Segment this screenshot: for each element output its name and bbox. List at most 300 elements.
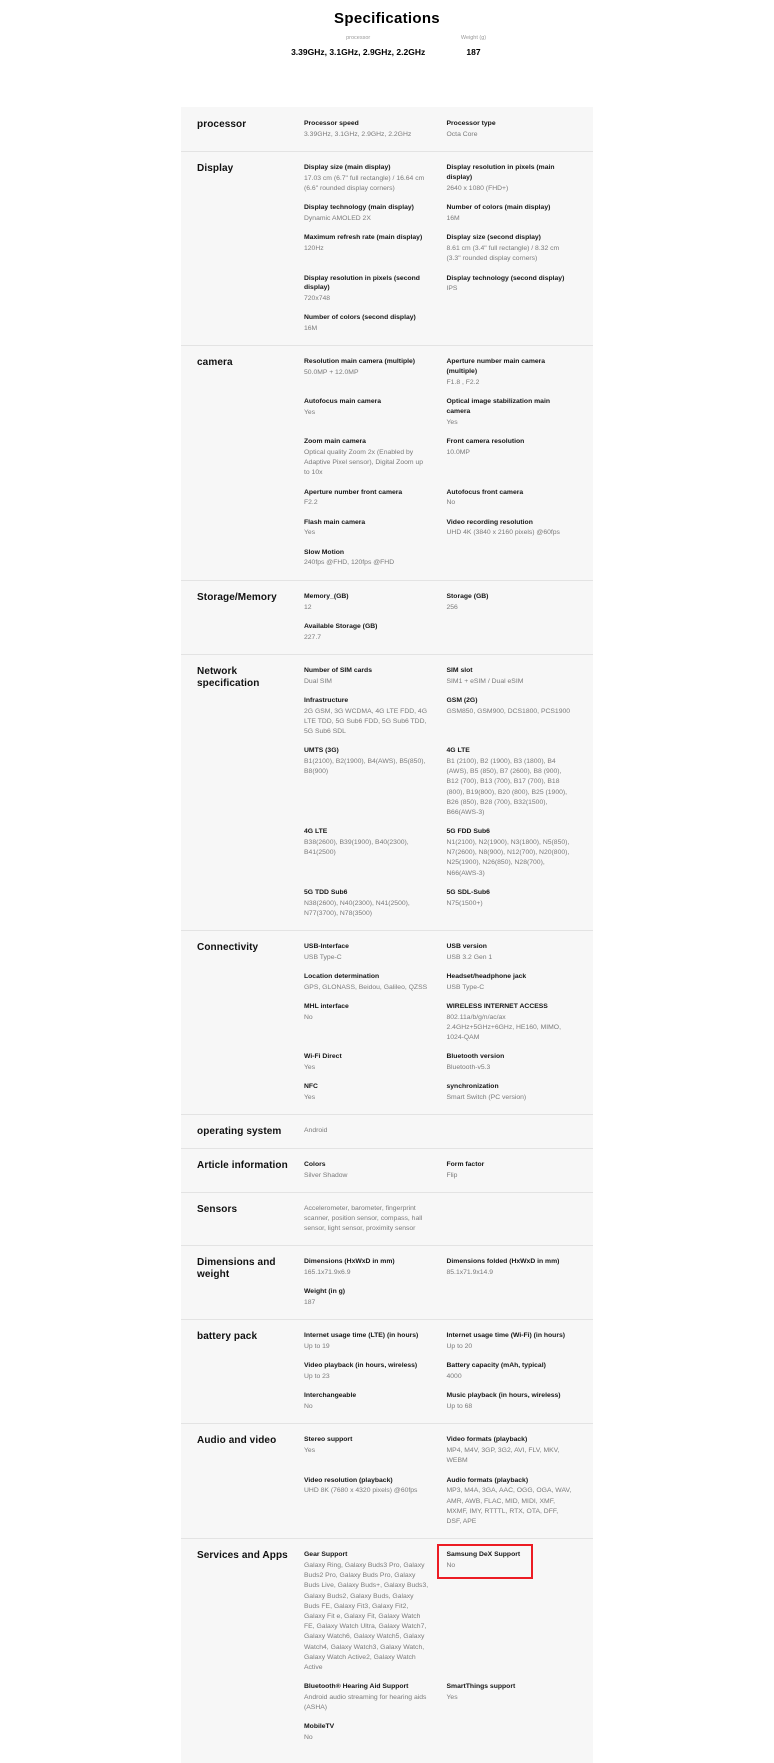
spec-row — [304, 972, 577, 1002]
spec-value: Accelerometer, barometer, fingerprint scanner, position sensor, compass, hall sensor, light sensor, proximity sensor — [304, 1204, 423, 1233]
spec-label: SmartThings support — [446, 1683, 516, 1691]
spec-row — [304, 1435, 577, 1475]
spec-row — [304, 1682, 577, 1722]
spec-value: Yes — [304, 1447, 316, 1455]
section-rows — [304, 1550, 577, 1752]
spec-label: UMTS (3G) — [304, 747, 339, 755]
spec-label: Display size (main display) — [304, 164, 391, 172]
spec-value: 17.03 cm (6.7" full rectangle) / 16.64 cm (6.6" rounded display corners) — [304, 174, 425, 193]
spec-row — [304, 357, 577, 397]
spec-label: Display resolution in pixels (main display) — [446, 164, 555, 181]
spec-cell — [447, 274, 578, 314]
spec-section-dimensions-and-weight — [181, 1246, 593, 1320]
spec-value: 2640 x 1080 (FHD+) — [446, 184, 509, 192]
section-rows — [304, 1160, 577, 1190]
section-heading: Audio and video — [197, 1435, 277, 1447]
spec-value: No — [446, 499, 456, 507]
spec-label: Infrastructure — [304, 696, 349, 704]
spec-value: UHD 4K (3840 x 2160 pixels) @60fps — [446, 529, 560, 537]
spec-value: 802.11a/b/g/n/ac/ax 2.4GHz+5GHz+6GHz, HE160, MIMO, 1024-QAM — [446, 1013, 561, 1042]
spec-item — [304, 1476, 435, 1497]
spec-item — [447, 1476, 578, 1528]
summary-label: processor — [346, 35, 371, 41]
spec-row — [304, 1052, 577, 1082]
spec-cell — [304, 1052, 435, 1082]
summary-value: 187 — [466, 47, 481, 57]
spec-item — [447, 163, 578, 194]
spec-label: 4G LTE — [304, 828, 328, 836]
summary-value: 3.39GHz, 3.1GHz, 2.9GHz, 2.2GHz — [291, 47, 426, 57]
spec-label: Headset/headphone jack — [446, 972, 527, 980]
spec-label: Dimensions folded (HxWxD in mm) — [446, 1258, 560, 1266]
spec-cell — [447, 1204, 578, 1244]
spec-item — [447, 1257, 578, 1278]
spec-row — [304, 163, 577, 203]
spec-label: Weight (in g) — [304, 1288, 346, 1296]
spec-section-camera — [181, 346, 593, 580]
spec-label: synchronization — [446, 1083, 499, 1091]
spec-cell — [304, 1160, 435, 1190]
spec-cell — [304, 1331, 435, 1361]
spec-label: Display technology (main display) — [304, 204, 414, 212]
spec-item — [304, 1331, 435, 1352]
spec-label: Aperture number front camera — [304, 488, 403, 496]
spec-value: N1(2100), N2(1900), N3(1800), N5(850), N7(2600), N8(900), N12(700), N20(800), N25(1900), N26(850), N28(700), N66(AWS-3) — [446, 838, 570, 877]
spec-cell — [304, 1082, 435, 1112]
spec-row — [304, 1722, 577, 1752]
spec-cell — [447, 1682, 578, 1722]
spec-item — [304, 1722, 435, 1743]
spec-value: 16M — [304, 325, 318, 333]
section-rows — [304, 1257, 577, 1317]
spec-item — [304, 1361, 435, 1382]
spec-item — [447, 1082, 578, 1103]
spec-row — [304, 1361, 577, 1391]
spec-label: Gear Support — [304, 1551, 348, 1559]
spec-label: USB version — [446, 942, 487, 950]
spec-label: Audio formats (playback) — [446, 1476, 529, 1484]
spec-cell — [447, 1082, 578, 1112]
spec-cell — [447, 1160, 578, 1190]
spec-row — [304, 119, 577, 149]
spec-item — [447, 888, 578, 909]
spec-row — [304, 313, 577, 343]
spec-cell — [304, 233, 435, 273]
spec-item — [304, 1257, 435, 1278]
spec-item — [447, 746, 578, 818]
spec-table — [181, 107, 593, 1763]
spec-cell — [447, 397, 578, 437]
spec-label: 5G TDD Sub6 — [304, 888, 348, 896]
spec-label: Processor type — [446, 120, 496, 127]
spec-section-network-specification — [181, 655, 593, 931]
spec-item — [447, 1361, 578, 1382]
spec-row — [304, 1476, 577, 1537]
spec-row — [304, 233, 577, 273]
spec-value: Dual SIM — [304, 677, 332, 685]
spec-row — [304, 203, 577, 233]
spec-item — [447, 1682, 578, 1703]
spec-row — [304, 1550, 577, 1682]
spec-cell — [304, 397, 435, 437]
spec-value: Android audio streaming for hearing aids (ASHA) — [304, 1693, 427, 1712]
summary-label: Weight (g) — [460, 35, 487, 41]
spec-section-display — [181, 152, 593, 346]
spec-row — [304, 746, 577, 827]
spec-cell — [447, 1002, 578, 1052]
spec-item — [447, 518, 578, 539]
section-heading: battery pack — [197, 1331, 258, 1343]
spec-value: Yes — [446, 1693, 458, 1701]
spec-section-battery-pack — [181, 1320, 593, 1424]
spec-item — [447, 666, 578, 687]
spec-value: 85.1x71.9x14.9 — [446, 1269, 493, 1277]
spec-cell — [304, 313, 435, 343]
spec-item — [304, 666, 435, 687]
spec-item — [304, 746, 435, 777]
spec-item — [447, 942, 578, 963]
spec-value: 256 — [446, 603, 458, 611]
spec-cell — [304, 1257, 435, 1287]
spec-value: 240fps @FHD, 120fps @FHD — [304, 559, 395, 567]
spec-label: Available Storage (GB) — [304, 622, 378, 630]
spec-cell — [447, 313, 578, 343]
spec-cell — [447, 119, 578, 149]
spec-value: 187 — [304, 1299, 316, 1307]
spec-label: Stereo support — [304, 1436, 353, 1444]
section-heading: Dimensions and weight — [197, 1257, 276, 1281]
spec-cell — [447, 1476, 578, 1537]
spec-item — [447, 1391, 578, 1412]
spec-cell — [447, 746, 578, 827]
spec-item — [447, 203, 578, 224]
spec-value: GPS, GLONASS, Beidou, Galileo, QZSS — [304, 983, 428, 991]
spec-cell — [447, 163, 578, 203]
spec-cell — [304, 1287, 435, 1317]
spec-label: USB-Interface — [304, 942, 349, 950]
spec-row — [304, 942, 577, 972]
spec-value: 8.61 cm (3.4" full rectangle) / 8.32 cm (3.3" rounded display corners) — [446, 245, 560, 263]
spec-item — [304, 592, 435, 613]
spec-row — [304, 397, 577, 437]
spec-cell — [447, 827, 578, 888]
spec-value: UHD 8K (7680 x 4320 pixels) @60fps — [304, 1487, 418, 1495]
spec-cell — [447, 622, 578, 652]
spec-cell — [304, 1204, 435, 1244]
spec-label: 5G FDD Sub6 — [446, 828, 490, 836]
spec-item — [304, 696, 435, 737]
spec-label: Samsung DeX Support — [446, 1551, 521, 1559]
spec-value: 3.39GHz, 3.1GHz, 2.9GHz, 2.2GHz — [304, 130, 412, 138]
spec-label: Display resolution in pixels (second display) — [304, 274, 420, 292]
spec-item — [304, 488, 435, 509]
section-rows — [304, 1435, 577, 1536]
spec-value: No — [304, 1734, 313, 1742]
spec-value: IPS — [446, 285, 458, 293]
spec-label: Number of colors (main display) — [446, 204, 551, 212]
spec-cell — [447, 666, 578, 696]
spec-cell — [304, 1126, 435, 1145]
spec-item — [304, 163, 435, 194]
spec-item — [447, 437, 578, 458]
spec-value: 120Hz — [304, 245, 324, 253]
spec-item — [304, 1204, 435, 1235]
spec-item — [304, 1126, 435, 1136]
spec-value: No — [304, 1403, 313, 1411]
section-rows — [304, 1331, 577, 1421]
spec-value: No — [304, 1013, 313, 1021]
spec-item — [447, 233, 578, 264]
page-title: Specifications — [334, 10, 440, 27]
spec-label: Video formats (playback) — [446, 1436, 528, 1444]
spec-label: MHL interface — [304, 1003, 349, 1010]
spec-label: Display size (second display) — [446, 234, 541, 242]
spec-item — [304, 972, 435, 993]
spec-cell — [304, 518, 435, 548]
section-rows — [304, 1126, 577, 1145]
spec-row — [304, 274, 577, 314]
section-heading: Storage/Memory — [197, 591, 277, 603]
spec-cell — [447, 548, 578, 578]
spec-item — [304, 357, 435, 378]
spec-label: Colors — [304, 1160, 326, 1168]
spec-row — [304, 1002, 577, 1052]
spec-item — [304, 233, 435, 254]
spec-label: Video resolution (playback) — [304, 1476, 393, 1484]
spec-cell — [447, 1287, 578, 1317]
spec-cell — [447, 888, 578, 928]
spec-row — [304, 1204, 577, 1244]
spec-item — [447, 1002, 578, 1043]
spec-item — [304, 518, 435, 539]
spec-cell — [304, 1361, 435, 1391]
spec-row — [304, 488, 577, 518]
spec-label: Slow Motion — [304, 548, 345, 556]
highlight-box — [437, 1544, 533, 1579]
spec-value: 50.0MP + 12.0MP — [304, 369, 359, 377]
spec-label: NFC — [304, 1083, 318, 1091]
spec-value: Yes — [304, 409, 316, 417]
section-heading: Sensors — [197, 1203, 238, 1215]
spec-value: 227.7 — [304, 633, 322, 641]
section-heading: Article information — [197, 1159, 288, 1171]
section-rows — [304, 357, 577, 577]
spec-cell — [447, 233, 578, 273]
spec-label: Bluetooth version — [446, 1053, 505, 1061]
spec-cell — [447, 696, 578, 746]
spec-value: Android — [304, 1127, 328, 1135]
spec-item — [447, 1160, 578, 1181]
spec-value: USB Type-C — [446, 983, 485, 991]
spec-label: 5G SDL-Sub6 — [446, 888, 490, 896]
spec-value: USB 3.2 Gen 1 — [446, 953, 493, 961]
spec-label: Wi-Fi Direct — [304, 1053, 342, 1061]
spec-item — [304, 1287, 435, 1308]
spec-row — [304, 1287, 577, 1317]
section-heading: operating system — [197, 1126, 282, 1138]
spec-label: Music playback (in hours, wireless) — [446, 1392, 561, 1400]
spec-row — [304, 827, 577, 888]
spec-cell — [304, 746, 435, 827]
spec-row — [304, 666, 577, 696]
spec-value: Silver Shadow — [304, 1171, 348, 1179]
spec-label: Number of colors (second display) — [304, 314, 416, 322]
spec-item — [304, 1391, 435, 1412]
spec-cell — [304, 488, 435, 518]
spec-item — [304, 1550, 435, 1673]
spec-item — [304, 548, 435, 569]
section-heading: Display — [197, 163, 234, 175]
spec-cell — [304, 622, 435, 652]
spec-item — [304, 888, 435, 919]
spec-cell — [447, 1361, 578, 1391]
spec-label: Interchangeable — [304, 1392, 357, 1400]
spec-label: Autofocus main camera — [304, 398, 382, 406]
spec-value: Galaxy Ring, Galaxy Buds3 Pro, Galaxy Buds2 Pro, Galaxy Buds Pro, Galaxy Buds Live, Galaxy Buds+, Galaxy Buds3, Galaxy Buds2, Galaxy Buds, Galaxy Buds FE, Galaxy Fit3, Galaxy Fit2, Galaxy Fit e, Galaxy Fit, Galaxy Watch FE, Galaxy Watch Ultra, Galaxy Watch7, Galaxy Watch6, Galaxy Watch5, Galaxy Watch4, Galaxy Watch3, Galaxy Watch, Galaxy Watch Active2, Galaxy Watch Active — [304, 1562, 429, 1671]
summary-strip — [181, 35, 593, 91]
spec-label: Video recording resolution — [446, 518, 533, 526]
spec-row — [304, 1160, 577, 1190]
spec-label: Bluetooth® Hearing Aid Support — [304, 1683, 409, 1691]
spec-item — [304, 1435, 435, 1456]
spec-cell — [447, 1391, 578, 1421]
spec-row — [304, 518, 577, 548]
spec-value: N38(2600), N40(2300), N41(2500), N77(3700), N78(3500) — [304, 899, 410, 917]
spec-cell — [304, 119, 435, 149]
spec-value: No — [446, 1562, 456, 1570]
spec-row — [304, 622, 577, 652]
spec-label: Form factor — [446, 1160, 485, 1168]
spec-label: Dimensions (HxWxD in mm) — [304, 1258, 395, 1266]
spec-cell — [304, 592, 435, 622]
spec-label: Zoom main camera — [304, 438, 366, 446]
section-rows — [304, 119, 577, 149]
spec-value: Bluetooth-v5.3 — [446, 1064, 491, 1072]
spec-label: Processor speed — [304, 120, 359, 127]
spec-value: Dynamic AMOLED 2X — [304, 215, 371, 223]
spec-item — [447, 1435, 578, 1466]
spec-value: GSM850, GSM900, DCS1800, PCS1900 — [446, 707, 571, 715]
spec-cell — [447, 972, 578, 1002]
spec-row — [304, 592, 577, 622]
spec-item — [447, 1052, 578, 1073]
spec-cell — [304, 357, 435, 397]
spec-cell — [447, 592, 578, 622]
spec-cell — [304, 1391, 435, 1421]
spec-item — [447, 696, 578, 717]
spec-value: F1.8 , F2.2 — [446, 379, 480, 387]
spec-value: Yes — [304, 529, 316, 537]
spec-value: B1 (2100), B2 (1900), B3 (1800), B4 (AWS), B5 (850), B7 (2600), B8 (900), B12 (700), B13 (700), B17 (700), B18 (800), B19(800), B20 (800), B25 (1900), B26 (850), B28 (700), B32(1500), B66(AWS-3) — [446, 758, 568, 816]
spec-label: Internet usage time (Wi-Fi) (in hours) — [446, 1332, 566, 1340]
spec-item — [304, 1160, 435, 1181]
spec-value: Up to 20 — [446, 1343, 473, 1351]
spec-item — [304, 397, 435, 418]
summary-weight — [404, 35, 544, 59]
spec-item — [304, 119, 435, 140]
spec-cell — [304, 548, 435, 578]
spec-item — [304, 203, 435, 224]
spec-value: Up to 19 — [304, 1343, 330, 1351]
spec-label: Battery capacity (mAh, typical) — [446, 1362, 546, 1370]
spec-value: 12 — [304, 603, 312, 611]
section-rows — [304, 666, 577, 928]
spec-label: GSM (2G) — [446, 696, 478, 704]
spec-cell — [447, 203, 578, 233]
spec-cell — [447, 1126, 578, 1145]
spec-value: 2G GSM, 3G WCDMA, 4G LTE FDD, 4G LTE TDD, 5G Sub6 FDD, 5G Sub6 TDD, 5G Sub6 SDL — [304, 707, 427, 735]
spec-row — [304, 1126, 577, 1145]
spec-item — [304, 437, 435, 478]
spec-row — [304, 1391, 577, 1421]
spec-cell — [304, 666, 435, 696]
spec-cell — [447, 942, 578, 972]
spec-value: B1(2100), B2(1900), B4(AWS), B5(850), B8(900) — [304, 758, 426, 776]
spec-section-processor — [181, 108, 593, 152]
spec-label: Location determination — [304, 972, 380, 980]
spec-label: 4G LTE — [446, 747, 470, 755]
spec-cell — [304, 163, 435, 203]
spec-item — [304, 827, 435, 858]
spec-item — [304, 1682, 435, 1713]
section-rows — [304, 592, 577, 652]
spec-label: Display technology (second display) — [446, 274, 565, 282]
spec-item — [304, 1002, 435, 1023]
spec-cell — [304, 972, 435, 1002]
spec-label: Optical image stabilization main camera — [446, 398, 550, 416]
spec-row — [304, 1257, 577, 1287]
spec-cell — [447, 1052, 578, 1082]
spec-cell — [304, 696, 435, 746]
spec-cell — [304, 1435, 435, 1475]
spec-row — [304, 437, 577, 487]
spec-label: Memory_(GB) — [304, 592, 349, 600]
spec-cell — [304, 942, 435, 972]
spec-section-storage-memory — [181, 581, 593, 655]
spec-value: USB Type-C — [304, 953, 342, 961]
section-heading: camera — [197, 357, 233, 369]
section-rows — [304, 942, 577, 1113]
spec-value: MP3, M4A, 3GA, AAC, OGG, OGA, WAV, AMR, AWB, FLAC, MID, MIDI, XMF, MXMF, IMY, RTTTL, RTX, OTA, DFF, DSF, APE — [446, 1487, 572, 1526]
spec-value: Flip — [446, 1171, 458, 1179]
spec-label: SIM slot — [446, 666, 473, 674]
spec-cell — [304, 437, 435, 487]
spec-section-audio-and-video — [181, 1424, 593, 1539]
spec-cell — [447, 488, 578, 518]
spec-item — [304, 622, 435, 643]
spec-cell — [304, 203, 435, 233]
spec-cell — [304, 1682, 435, 1722]
spec-item — [304, 313, 435, 334]
spec-item — [447, 274, 578, 295]
spec-label: Front camera resolution — [446, 438, 525, 446]
section-rows — [304, 1204, 577, 1244]
section-heading: processor — [197, 119, 247, 130]
spec-section-sensors — [181, 1193, 593, 1247]
spec-cell — [304, 1722, 435, 1752]
section-heading: Network specification — [197, 665, 260, 689]
spec-item — [447, 397, 578, 428]
section-heading: Services and Apps — [197, 1550, 288, 1562]
spec-value: 16M — [446, 215, 460, 223]
spec-item — [304, 1052, 435, 1073]
spec-value: 720x748 — [304, 295, 331, 303]
spec-value: MP4, M4V, 3GP, 3G2, AVI, FLV, MKV, WEBM — [446, 1447, 560, 1465]
spec-value: N75(1500+) — [446, 899, 483, 907]
spec-cell — [447, 357, 578, 397]
spec-value: Optical quality Zoom 2x (Enabled by Adaptive Pixel sensor), Digital Zoom up to 10x — [304, 449, 423, 477]
spec-item — [447, 592, 578, 613]
